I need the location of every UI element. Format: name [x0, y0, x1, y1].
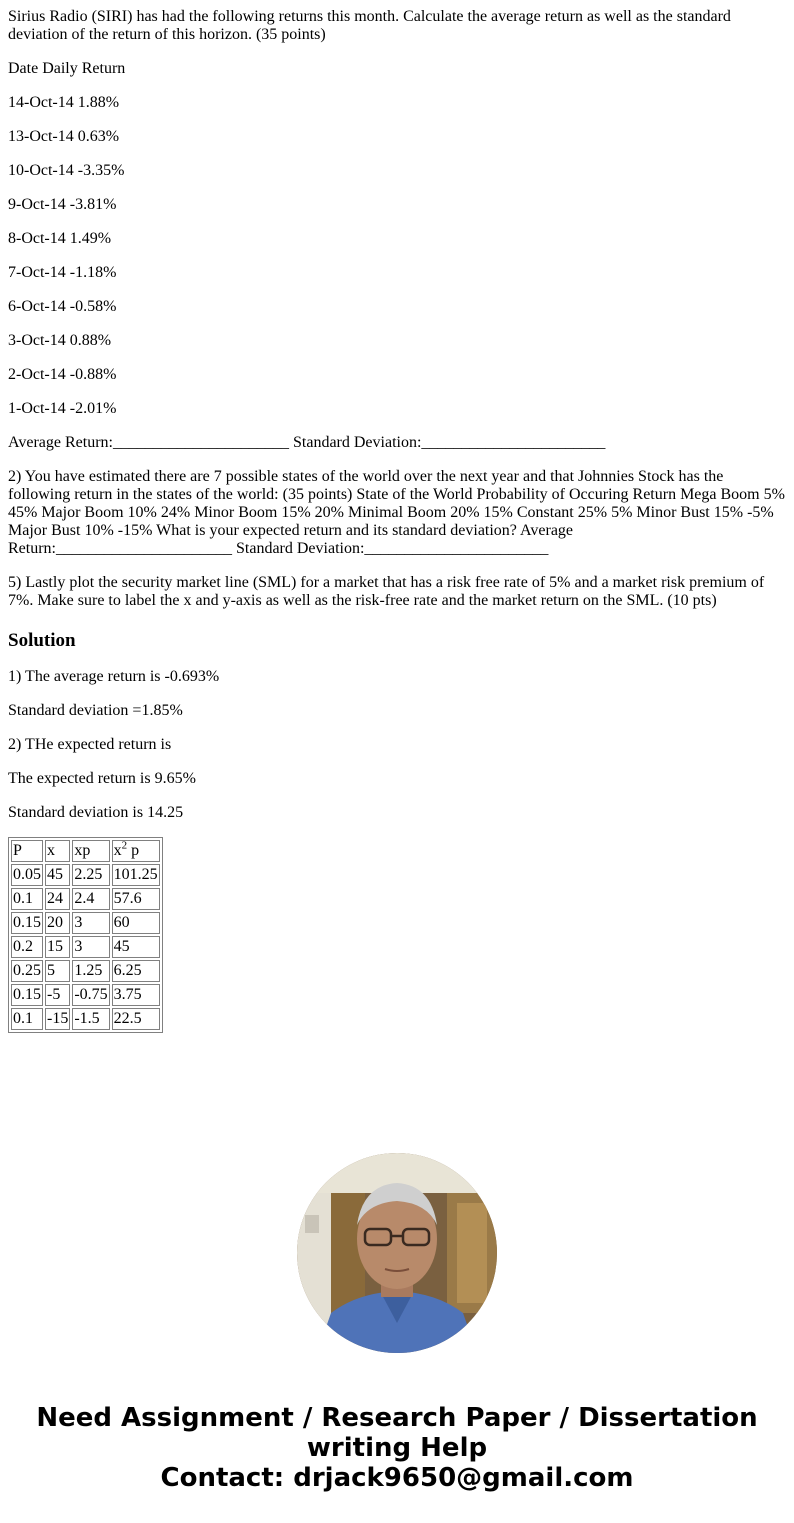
return-row: 10-Oct-14 -3.35%: [8, 162, 125, 179]
table-header-cell: [112, 840, 160, 862]
table-cell: -5: [45, 984, 70, 1006]
table-cell: -0.75: [72, 984, 109, 1006]
return-row: 9-Oct-14 -3.81%: [8, 196, 117, 213]
table-cell: 0.1: [11, 1008, 43, 1030]
answer-line: Average Return:______________________ Standard Deviation:_______________________: [8, 434, 606, 451]
promo-line: writing Help: [306, 1433, 488, 1463]
table-cell: 3: [72, 936, 109, 958]
table-cell: 57.6: [112, 888, 160, 910]
table-cell: 5: [45, 960, 70, 982]
return-row: 1-Oct-14 -2.01%: [8, 400, 117, 417]
solution-line: The expected return is 9.65%: [8, 770, 196, 787]
table-cell: -1.5: [72, 1008, 109, 1030]
table-row: [11, 936, 160, 958]
avatar-portrait: [297, 1153, 497, 1353]
promo-line: Need Assignment / Research Paper / Dissertation: [36, 1403, 758, 1433]
return-row: 6-Oct-14 -0.58%: [8, 298, 117, 315]
promo-contact: Contact: drjack9650@gmail.com: [160, 1463, 634, 1493]
question-2: 2) You have estimated there are 7 possible states of the world over the next year and that Johnnies Stock has the following return in the states of the world: (35 points) State of the World Probability of Occuring Return Mega Boom 5% 45% Major Boom 10% 24% Minor Boom 15% 20% Minimal Boom 20% 15% Constant 25% 5% Minor Bust 15% -5% Major Bust 10% -15% What is your expected return and its standard deviation? Average Return:______________________ Standard Deviation:_______________________: [8, 468, 785, 557]
returns-header: Date Daily Return: [8, 60, 126, 77]
table-header-cell: P: [11, 840, 43, 862]
table-cell: 2.25: [72, 864, 109, 886]
author-avatar: [297, 1153, 497, 1353]
table-cell: 1.25: [72, 960, 109, 982]
table-header-cell: xp: [72, 840, 109, 862]
page-content: [8, 8, 786, 1033]
table-cell: 22.5: [112, 1008, 160, 1030]
solution-heading: Solution: [8, 630, 76, 651]
promo-banner: [0, 1403, 794, 1493]
header-superscript: 2: [121, 839, 128, 852]
table-cell: 60: [112, 912, 160, 934]
return-row: 3-Oct-14 0.88%: [8, 332, 112, 349]
return-row: 2-Oct-14 -0.88%: [8, 366, 117, 383]
table-header-row: [11, 840, 160, 862]
table-row: [11, 984, 160, 1006]
question-5: 5) Lastly plot the security market line (SML) for a market that has a risk free rate of 5% and a market risk premium of 7%. Make sure to label the x and y-axis as well as the risk-free rate and the market return on the SML. (10 pts): [8, 574, 765, 609]
return-row: 7-Oct-14 -1.18%: [8, 264, 117, 281]
table-cell: 3.75: [112, 984, 160, 1006]
solution-table: [8, 837, 163, 1033]
table-cell: 3: [72, 912, 109, 934]
header-tail: p: [127, 842, 140, 859]
return-row: 8-Oct-14 1.49%: [8, 230, 112, 247]
table-cell: -15: [45, 1008, 70, 1030]
solution-line: 2) THe expected return is: [8, 736, 172, 753]
table-cell: 0.15: [11, 984, 43, 1006]
table-cell: 15: [45, 936, 70, 958]
return-row: 14-Oct-14 1.88%: [8, 94, 120, 111]
table-cell: 0.05: [11, 864, 43, 886]
table-cell: 20: [45, 912, 70, 934]
table-cell: 24: [45, 888, 70, 910]
table-cell: 0.15: [11, 912, 43, 934]
solution-line: Standard deviation is 14.25: [8, 804, 184, 821]
table-cell: 101.25: [112, 864, 160, 886]
table-cell: 0.1: [11, 888, 43, 910]
table-cell: 0.2: [11, 936, 43, 958]
header-base: x: [113, 842, 122, 859]
table-cell: 0.25: [11, 960, 43, 982]
table-row: [11, 912, 160, 934]
table-row: [11, 888, 160, 910]
table-row: [11, 960, 160, 982]
table-row: [11, 1008, 160, 1030]
table-row: [11, 864, 160, 886]
table-cell: 6.25: [112, 960, 160, 982]
table-cell: 2.4: [72, 888, 109, 910]
solution-line: 1) The average return is -0.693%: [8, 668, 220, 685]
table-header-cell: x: [45, 840, 70, 862]
table-cell: 45: [45, 864, 70, 886]
solution-line: Standard deviation =1.85%: [8, 702, 183, 719]
question-intro: Sirius Radio (SIRI) has had the following returns this month. Calculate the average return as well as the standard deviation of the return of this horizon. (35 points): [8, 8, 731, 43]
return-row: 13-Oct-14 0.63%: [8, 128, 120, 145]
table-cell: 45: [112, 936, 160, 958]
